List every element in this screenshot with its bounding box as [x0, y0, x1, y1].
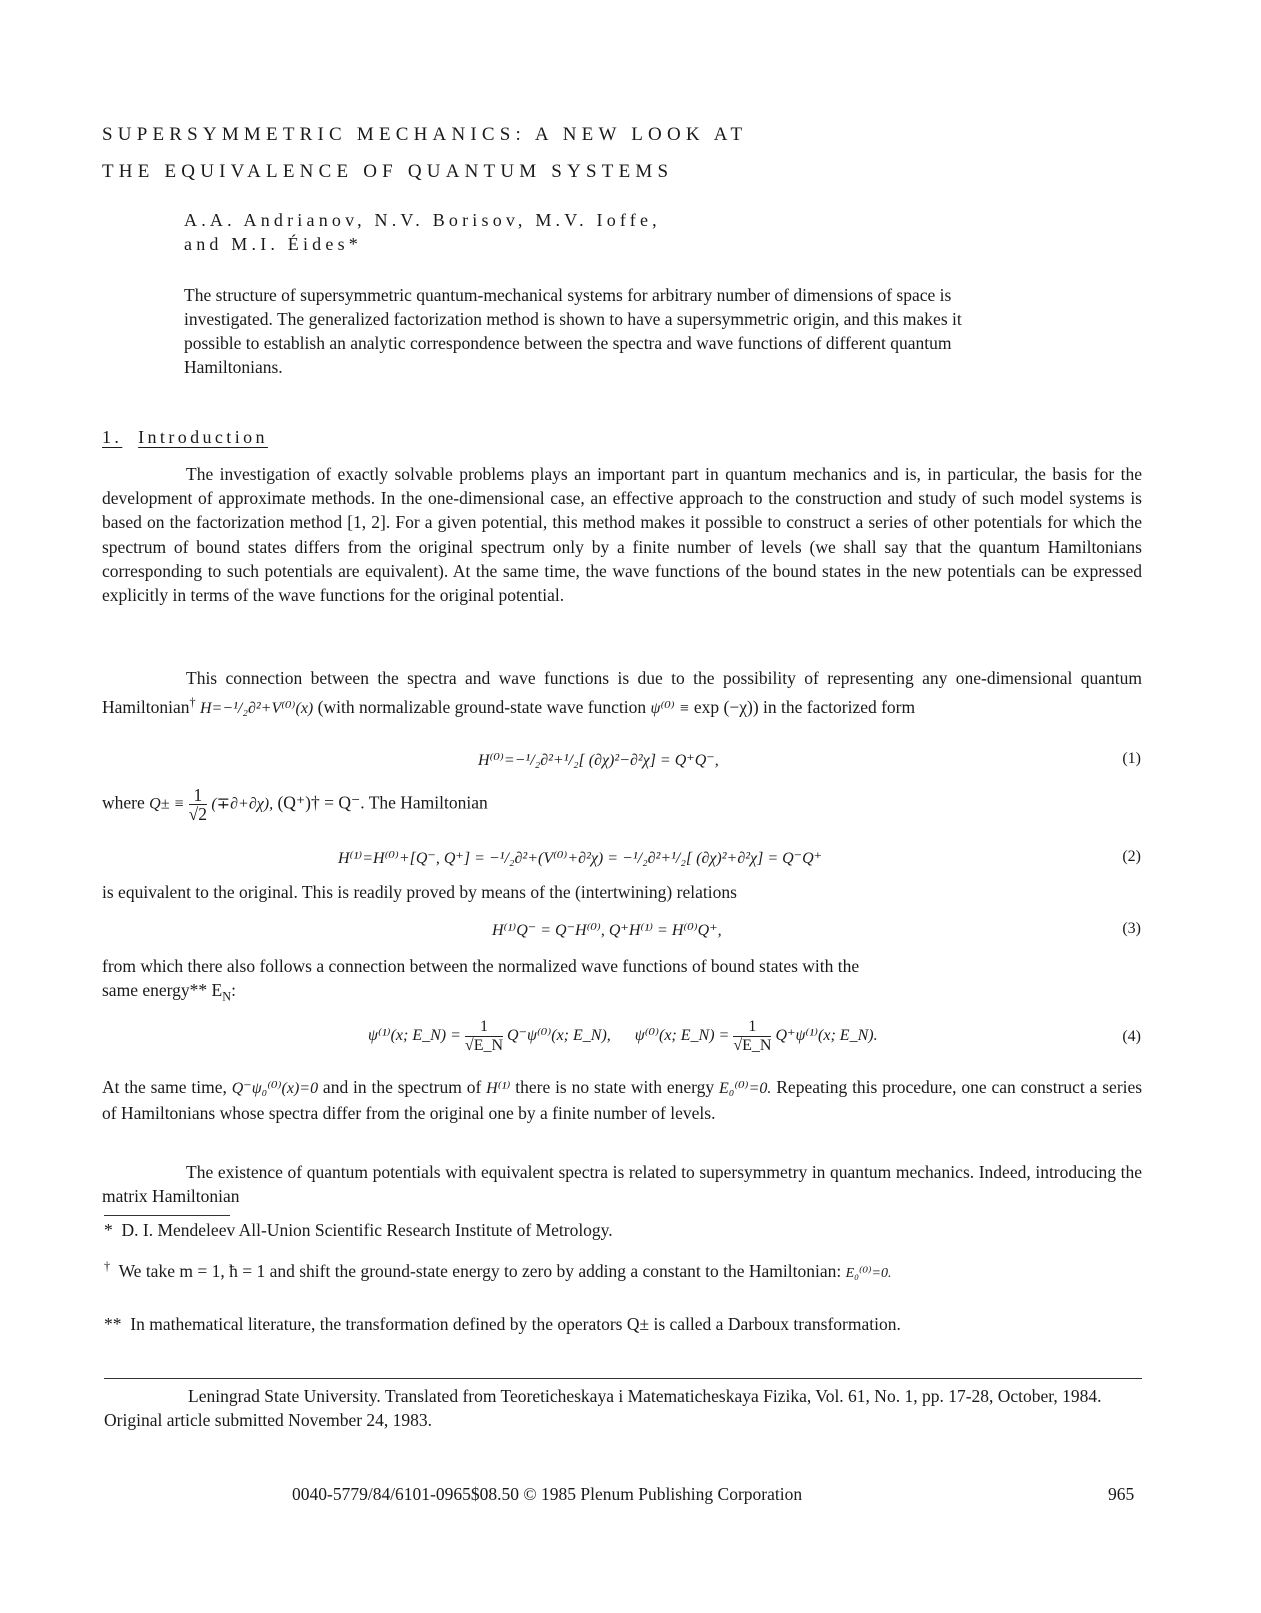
- footnote-separator: [104, 1215, 230, 1216]
- paragraph-text: The existence of quantum potentials with equivalent spectra is related to supersymmetry in quantum mechanics. Indeed, introducing the matrix Hamiltonian: [102, 1162, 1142, 1207]
- intro-paragraph-1: [102, 462, 1142, 607]
- fraction-numerator: 1: [189, 786, 207, 805]
- eq4-part-a: ψ⁽¹⁾(x; E_N) =: [368, 1027, 461, 1045]
- inline-equation-e0: E₀⁽⁰⁾=0.: [718, 1080, 772, 1097]
- equation-1-number: (1): [1122, 750, 1141, 767]
- intro-paragraph-2: [102, 666, 1142, 721]
- paper-title-line-2: THE EQUIVALENCE OF QUANTUM SYSTEMS: [102, 161, 674, 182]
- abstract: The structure of supersymmetric quantum-mechanical systems for arbitrary number of dimensions of space is investigated. The generalized factorization method is shown to have a supersymmetric origin, and this makes it possible to establish an analytic correspondence between the spectra and wave functions of different quantum Hamiltonians.: [184, 285, 962, 377]
- footnote-2: [104, 1254, 1144, 1286]
- footnote-1-text: D. I. Mendeleev All-Union Scientific Research Institute of Metrology.: [121, 1220, 613, 1240]
- fraction-denominator: √2: [188, 804, 208, 824]
- fraction-numerator: 1: [733, 1018, 771, 1037]
- where-text: where: [102, 792, 145, 813]
- equation-3-number: (3): [1122, 920, 1141, 937]
- eq4-part-b: Q⁻ψ⁽⁰⁾(x; E_N),: [507, 1027, 611, 1045]
- equation-2: H⁽¹⁾=H⁽⁰⁾+[Q⁻, Q⁺] = −¹/₂∂²+(V⁽⁰⁾+∂²χ) = −¹/₂∂²+¹/₂[ (∂χ)²+∂²χ] = Q⁻Q⁺: [338, 850, 823, 867]
- energy-subscript: N: [222, 989, 232, 1004]
- footnote-2-equation: E₀⁽⁰⁾=0.: [845, 1265, 892, 1281]
- equation-3: H⁽¹⁾Q⁻ = Q⁻H⁽⁰⁾, Q⁺H⁽¹⁾ = H⁽⁰⁾Q⁺,: [492, 922, 722, 939]
- section-title: Introduction: [138, 427, 268, 447]
- q-definition-lhs: Q± ≡: [149, 795, 185, 813]
- authors-line-2: and M.I. Éides*: [184, 234, 362, 254]
- inline-equation-hamiltonian: H=−¹/₂∂²+V⁽⁰⁾(x): [199, 700, 314, 718]
- footnote-mark-dagger: †: [189, 695, 196, 710]
- fraction-denominator: √E_N: [733, 1037, 772, 1054]
- footnote-3: [104, 1312, 1144, 1336]
- authors-line-1: A.A. Andrianov, N.V. Borisov, M.V. Ioffe,: [184, 210, 661, 230]
- same-energy-text: same energy** E: [102, 980, 223, 1000]
- footnote-1: [104, 1218, 1144, 1242]
- q-definition-rhs: (∓∂+∂χ),: [211, 795, 274, 813]
- q-definition-line: [102, 786, 488, 823]
- eq4-part-c: ψ⁽⁰⁾(x; E_N) =: [634, 1027, 730, 1045]
- footnote-1-mark: *: [104, 1220, 113, 1240]
- equation-4: [368, 1018, 878, 1055]
- inline-equation-h1: H⁽¹⁾: [486, 1080, 511, 1097]
- paragraph-text: (with normalizable ground-state wave function: [317, 697, 647, 718]
- paragraph-text: there is no state with energy: [515, 1077, 715, 1097]
- paragraph-text: This connection between the spectra and wave functions is due to the possibility of representing any one-dimensional quantum Hamiltonian: [102, 668, 1142, 718]
- paragraph-text: At the same time,: [102, 1077, 227, 1097]
- wave-function-sentence: from which there also follows a connection between the normalized wave functions of bound states with the: [102, 956, 860, 976]
- footnote-3-mark: **: [104, 1314, 122, 1334]
- eq4-fraction-1: [465, 1018, 503, 1055]
- paragraph-text: Repeating: [776, 1077, 848, 1097]
- page-number: 965: [1108, 1484, 1135, 1504]
- equation-2-number: (2): [1122, 848, 1141, 865]
- equivalence-sentence: is equivalent to the original. This is readily proved by means of the (intertwining) relations: [102, 882, 737, 902]
- section-heading: [102, 427, 268, 448]
- paragraph-text: exp (−χ)) in the factorized form: [693, 697, 916, 718]
- eq4-part-d: Q⁺ψ⁽¹⁾(x; E_N).: [775, 1027, 878, 1045]
- after-equation-4-paragraph: [102, 1075, 1142, 1125]
- copyright-line: 0040-5779/84/6101-0965$08.50 © 1985 Plenum Publishing Corporation: [292, 1484, 803, 1504]
- section-number: 1.: [102, 427, 123, 447]
- source-note: Leningrad State University. Translated from Teoreticheskaya i Matematicheskaya Fizika, Vol. 61, No. 1, pp. 17-28, October, 1984. Original article submitted November 24, 1983.: [104, 1386, 1102, 1430]
- fraction-denominator: √E_N: [464, 1037, 504, 1054]
- fraction-numerator: 1: [465, 1018, 503, 1037]
- paragraph-text: and in the spectrum of: [322, 1077, 482, 1097]
- equation-4-number: (4): [1122, 1028, 1141, 1045]
- q-definition-fraction: [189, 786, 207, 823]
- eq4-fraction-2: [733, 1018, 771, 1055]
- where-text-tail: (Q⁺)† = Q⁻. The Hamiltonian: [277, 792, 488, 813]
- supersymmetry-paragraph: [102, 1160, 1142, 1208]
- inline-equation-q-psi: Q⁻ψ₀⁽⁰⁾(x)=0: [231, 1080, 319, 1097]
- paragraph-text: this procedure, one can construct a series of Hamiltonians whose spectra differ from the original one by a finite number of levels.: [102, 1077, 1143, 1124]
- footnote-2-mark: †: [104, 1259, 111, 1273]
- same-energy-line: same energy** $E_N$:: [102, 980, 236, 1004]
- source-separator: [104, 1378, 1142, 1379]
- equation-1: H⁽⁰⁾=−¹/₂∂²+¹/₂[ (∂χ)²−∂²χ] = Q⁺Q⁻,: [478, 752, 719, 769]
- paper-title-line-1: SUPERSYMMETRIC MECHANICS: A NEW LOOK AT: [102, 124, 748, 145]
- paragraph-text: The investigation of exactly solvable problems plays an important part in quantum mechanics and is, in particular, the basis for the development of approximate methods. In the one-dimensional case, an effective approach to the construction and study of such model systems is based on the factorization method [1, 2]. For a given potential, this method makes it possible to construct a series of other potentials for which the spectrum of bound states differs from the original spectrum only by a finite number of levels (we shall say that the quantum Hamiltonians corresponding to such potentials are equivalent). At the same time, the wave functions of the bound states in the new potentials can be expressed explicitly in terms of the wave functions for the original potential.: [102, 464, 1142, 606]
- footnote-2-text: We take m = 1, ħ = 1 and shift the ground-state energy to zero by adding a constant to the Hamiltonian:: [118, 1260, 842, 1281]
- inline-equation-psi: ψ⁽⁰⁾ ≡: [650, 700, 690, 718]
- footnote-3-text: In mathematical literature, the transformation defined by the operators Q± is called a Darboux transformation.: [130, 1314, 901, 1334]
